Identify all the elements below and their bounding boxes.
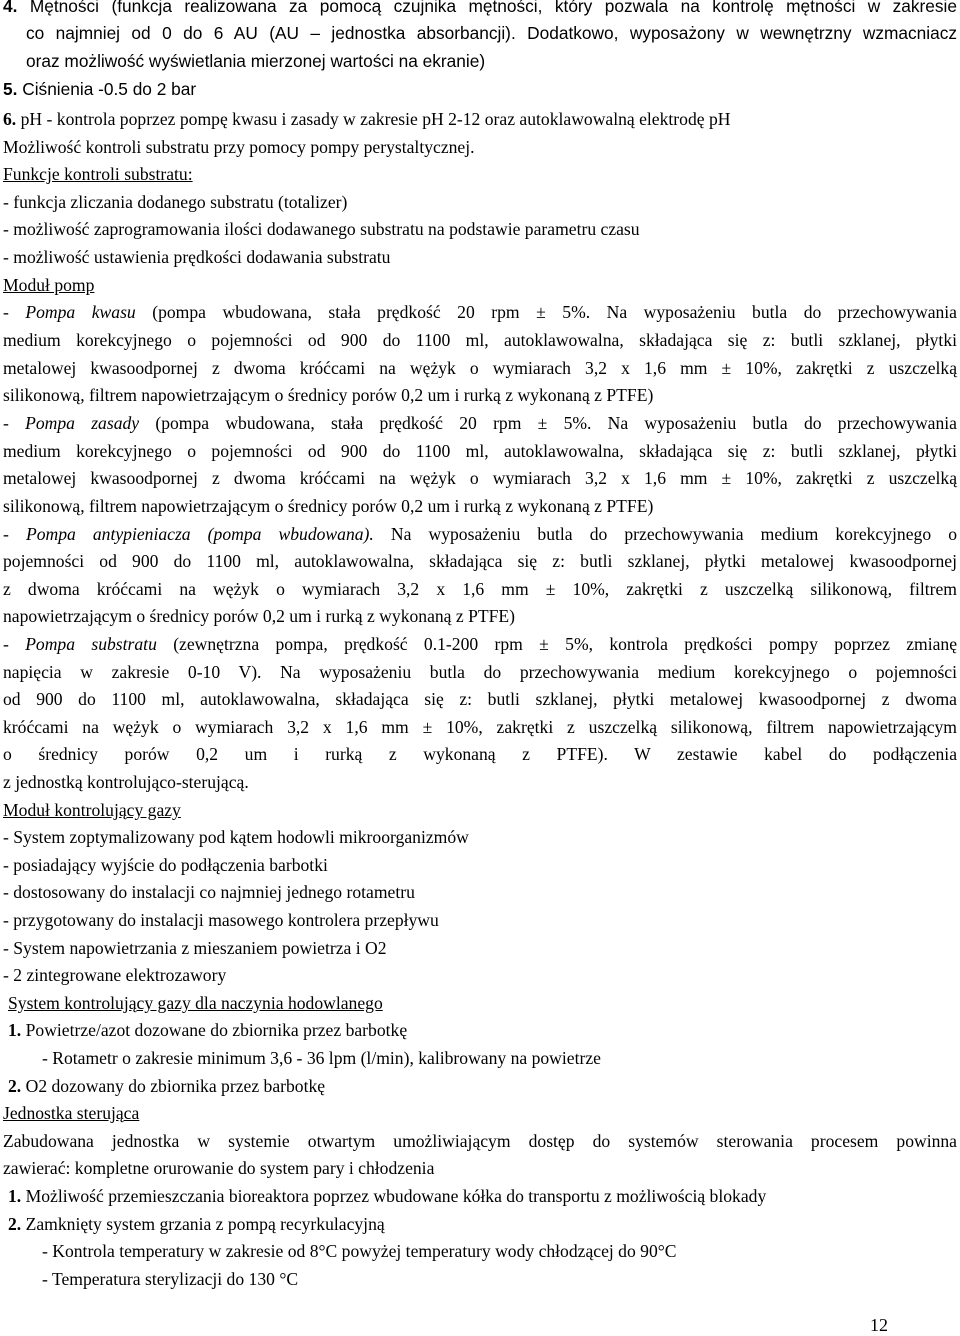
base-pump-line-1 [3, 412, 957, 434]
ph-text: pH - kontrola poprzez pompę kwasu i zasady w zakresie pH 2-12 oraz autoklawowalną elektrodę pH [20, 109, 731, 129]
item-text: Zamknięty system grzania z pompą recyrkulacyjną [25, 1214, 385, 1234]
base-pump-line-3: metalowej kwasoodpornej z dwoma króćcami na wężyk o wymiarach 3,2 x 1,6 mm ± 10%, zakrętki z uszczelką [3, 468, 957, 488]
control-unit-line-1: Zabudowana jednostka w systemie otwartym umożliwiającym dostęp do systemów sterowania procesem powinna [3, 1131, 957, 1151]
turbidity-item-line-3: oraz możliwość wyświetlania mierzonej wartości na ekranie) [26, 51, 486, 71]
substrate-control-note: Możliwość kontroli substratu przy pomocy pompy perystaltycznej. [3, 137, 475, 157]
acid-pump-line-1 [3, 301, 957, 323]
dash: - [3, 302, 26, 322]
antifoam-pump-line-1 [3, 523, 957, 545]
item-number: 4. [3, 0, 18, 16]
control-unit-item-2 [8, 1213, 385, 1235]
list-item: - możliwość ustawienia prędkości dodawania substratu [3, 247, 391, 267]
item-text: O2 dozowany do zbiornika przez barbotkę [25, 1076, 326, 1096]
dash: - [3, 524, 26, 544]
control-unit-item-1 [8, 1185, 766, 1207]
substrate-pump-line-6: z jednostką kontrolująco-sterującą. [3, 772, 249, 792]
vessel-gas-item-2 [8, 1075, 325, 1097]
item-number: 1. [8, 1020, 22, 1040]
control-unit-heading: Jednostka sterująca [3, 1103, 140, 1123]
pump-module-heading: Moduł pomp [3, 275, 95, 295]
substrate-functions-heading: Funkcje kontroli substratu: [3, 164, 193, 184]
item-number: 6. [3, 109, 17, 129]
base-pump-line-4: silikonową, filtrem napowietrzającym o średnicy porów 0,2 um i rurką z wykonaną z PTFE) [3, 496, 654, 516]
item-text: Powietrze/azot dozowane do zbiornika przez barbotkę [25, 1020, 408, 1040]
item-number: 5. [3, 79, 18, 99]
acid-pump-text: (pompa wbudowana, stała prędkość 20 rpm ± 5%. Na wyposażeniu butla do przechowywania [152, 302, 957, 322]
acid-pump-name: Pompa kwasu [25, 302, 136, 322]
acid-pump-line-4: silikonową, filtrem napowietrzającym o średnicy porów 0,2 um i rurką z wykonaną z PTFE) [3, 385, 654, 405]
item-number: 1. [8, 1186, 22, 1206]
item-number: 2. [8, 1076, 22, 1096]
gas-module-heading: Moduł kontrolujący gazy [3, 800, 181, 820]
dash: - [3, 634, 26, 654]
substrate-pump-line-4: króćcami na wężyk o wymiarach 3,2 x 1,6 mm ± 10%, zakrętki z uszczelką silikonową, filtrem napowietrzającym [3, 717, 957, 737]
substrate-pump-text: (zewnętrzna pompa, prędkość 0.1-200 rpm ± 5%, kontrola prędkości pompy poprzez zmianę [173, 634, 957, 654]
item-number: 2. [8, 1214, 22, 1234]
turbidity-text: Mętności (funkcja realizowana za pomocą czujnika mętności, który pozwala na kontrolę mętności w zakresie [29, 0, 957, 16]
substrate-pump-name: Pompa substratu [25, 634, 157, 654]
vessel-gas-item-1 [8, 1019, 407, 1041]
dash: - [3, 413, 26, 433]
antifoam-pump-text: Na wyposażeniu butla do przechowywania medium korekcyjnego o [390, 524, 957, 544]
substrate-pump-line-5: o średnicy porów 0,2 um i rurką z wykonaną z PTFE). W zestawie kabel do podłączenia [3, 744, 957, 764]
list-item: - System napowietrzania z mieszaniem powietrza i O2 [3, 938, 387, 958]
pressure-item [3, 78, 196, 100]
substrate-pump-line-3: od 900 do 1100 ml, autoklawowalna, składająca się z: butli szklanej, płytki metalowej kwasoodpornej z dwoma [3, 689, 957, 709]
acid-pump-line-2: medium korekcyjnego o pojemności od 900 do 1100 ml, autoklawowalna, składająca się z: butli szklanej, płytki [3, 330, 957, 350]
base-pump-text: (pompa wbudowana, stała prędkość 20 rpm ± 5%. Na wyposażeniu butla do przechowywania [155, 413, 957, 433]
control-unit-sub-item: - Kontrola temperatury w zakresie od 8°C powyżej temperatury wody chłodzącej do 90°C [42, 1241, 677, 1261]
antifoam-pump-line-3: z dwoma króćcami na wężyk o wymiarach 3,2 x 1,6 mm ± 10%, zakrętki z uszczelką silikonową, filtrem [3, 579, 957, 599]
control-unit-sub-item: - Temperatura sterylizacji do 130 °C [42, 1269, 299, 1289]
antifoam-pump-name: Pompa antypieniacza (pompa wbudowana). [25, 524, 374, 544]
base-pump-line-2: medium korekcyjnego o pojemności od 900 do 1100 ml, autoklawowalna, składająca się z: butli szklanej, płytki [3, 441, 957, 461]
item-text: Możliwość przemieszczania bioreaktora poprzez wbudowane kółka do transportu z możliwością blokady [25, 1186, 767, 1206]
antifoam-pump-line-2: pojemności od 900 do 1100 ml, autoklawowalna, składająca się z: butli szklanej, płytki metalowej kwasoodpornej [3, 551, 957, 571]
vessel-gas-heading: System kontrolujący gazy dla naczynia hodowlanego [8, 993, 383, 1013]
ph-item [3, 108, 730, 130]
vessel-gas-sub-item: - Rotametr o zakresie minimum 3,6 - 36 lpm (l/min), kalibrowany na powietrze [42, 1048, 601, 1068]
list-item: - 2 zintegrowane elektrozawory [3, 965, 227, 985]
list-item: - możliwość zaprogramowania ilości dodawanego substratu na podstawie parametru czasu [3, 219, 640, 239]
base-pump-name: Pompa zasady [25, 413, 140, 433]
list-item: - System zoptymalizowany pod kątem hodowli mikroorganizmów [3, 827, 469, 847]
pressure-text: Ciśnienia -0.5 do 2 bar [22, 79, 197, 99]
list-item: - funkcja zliczania dodanego substratu (totalizer) [3, 192, 348, 212]
turbidity-item-line-2: co najmniej od 0 do 6 AU (AU – jednostka absorbancji). Dodatkowo, wyposażony w wewnętrzny wzmacniacz [26, 23, 957, 43]
turbidity-item-line-1 [3, 0, 957, 17]
substrate-pump-line-2: napięcia w zakresie 0-10 V). Na wyposażeniu butla do przechowywania medium korekcyjnego o pojemności [3, 662, 957, 682]
list-item: - przygotowany do instalacji masowego kontrolera przepływu [3, 910, 439, 930]
page-number: 12 [870, 1315, 888, 1335]
antifoam-pump-line-4: napowietrzającym o średnicy porów 0,2 um i rurką z wykonaną z PTFE) [3, 606, 516, 626]
substrate-pump-line-1 [3, 633, 957, 655]
list-item: - posiadający wyjście do podłączenia barbotki [3, 855, 328, 875]
control-unit-line-2: zawierać: kompletne orurowanie do system pary i chłodzenia [3, 1158, 435, 1178]
acid-pump-line-3: metalowej kwasoodpornej z dwoma króćcami na wężyk o wymiarach 3,2 x 1,6 mm ± 10%, zakrętki z uszczelką [3, 358, 957, 378]
list-item: - dostosowany do instalacji co najmniej jednego rotametru [3, 882, 415, 902]
